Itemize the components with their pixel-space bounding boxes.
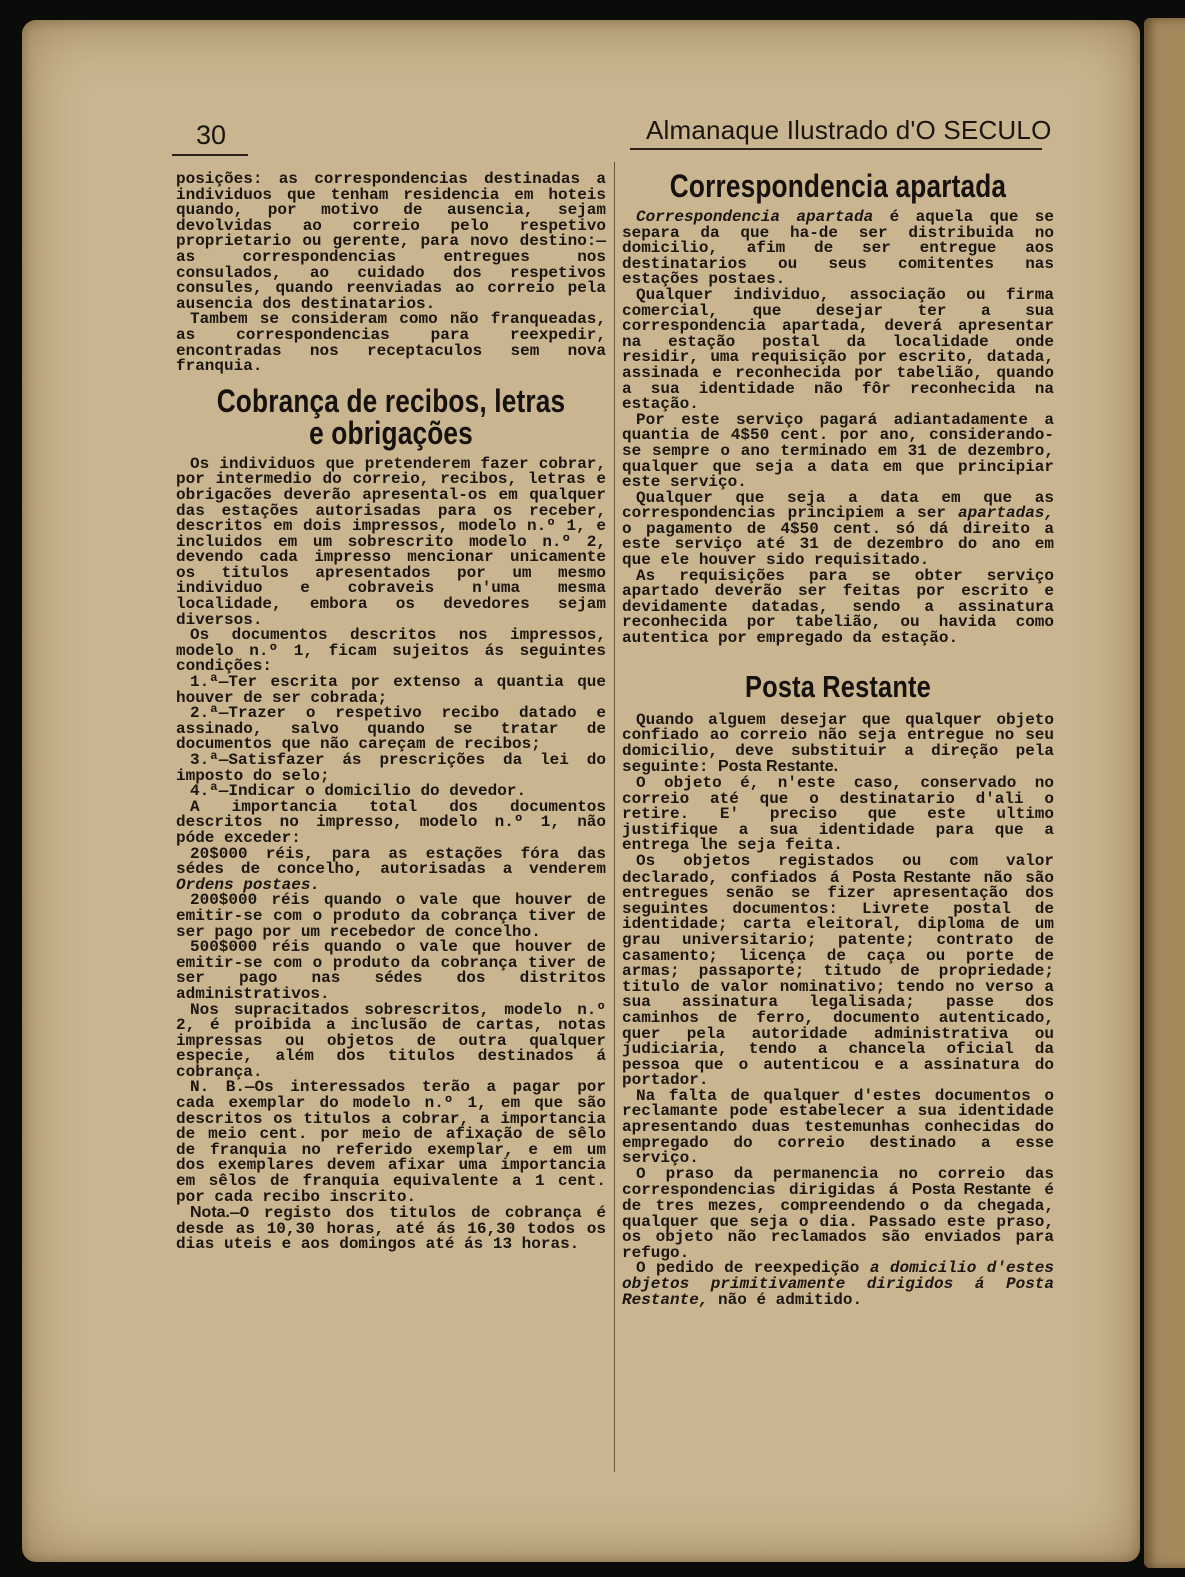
paragraph: Na falta de qualquer d'estes documentos o reclamante pode estabelecer a sua identidade apresentando duas testemunhas conhecidas do empregado do correio destinado a esse serviço. [622, 1086, 1054, 1168]
paragraph: Qualquer individuo, associação ou firma comercial, que desejar ter a sua correspondencia apartada, deverá apresentar na estação postal da localidade onde residir, uma requisição por escrito, datada, assinada e reconhecida por tabelião, quando a sua identidade não fôr reconhecida na estação. [622, 285, 1054, 414]
running-title: Almanaque Ilustrado d'O SECULO [646, 115, 1052, 145]
paragraph [622, 1164, 1055, 1262]
left-column [176, 172, 606, 1253]
condition-item: 2.ª—Trazer o respetivo recibo datado e assinado, salvo quando se tratar de documentos que não careçam de recibos; [176, 704, 606, 754]
paragraph [622, 210, 1054, 288]
paragraph-text: o pagamento de 4$50 cent. só dá direito a este serviço até 31 de dezembro do ano em que ele houver sido requisitado. [622, 519, 1054, 570]
paragraph: As requisições para se obter serviço apartado deverão ser feitas por escrito e devidamente datadas, sendo a assinatura reconhecida por tabelião, ou havida como autentica por empregado da estação. [622, 566, 1054, 648]
column-divider [614, 162, 615, 1472]
paragraph-text: Os objetos registados ou com valor declarado, confiados á [622, 851, 1054, 887]
italic-term: apartadas, [957, 504, 1054, 523]
running-title-rule [630, 148, 1042, 150]
paragraph: A importancia total dos documentos descritos no impresso, modelo n.º 1, não póde exceder: [176, 797, 606, 847]
note-text: —O registo dos titulos de cobrança é desde as 10,30 horas, até ás 16,30 todos os dias uteis e aos domingos até ás 13 horas. [176, 1204, 606, 1254]
paragraph: posições: as correspondencias destinadas a individuos que tenham residencia em hoteis quando, por motivo de ausencia, sejam devolvidas ao correio pelo respetivo proprietario ou gerente, para novo destino:—as correspondencias entregues nos consulados, ao cuidado dos respetivos consules, quando reenviadas ao correio pela ausencia dos destinatarios. [176, 170, 606, 313]
italic-term: Correspondencia apartada [636, 208, 874, 226]
paragraph-text: é aquela que se separa da que ha-de ser distribuida no domicilio, afim de ser entregue aos destinatarios ou seus comitentes nas estações postaes. [622, 208, 1055, 289]
section-heading-correspondencia: Correspondencia apartada [669, 168, 1007, 204]
paragraph [622, 1261, 1054, 1308]
paragraph [622, 710, 1054, 777]
paragraph-text: não é admitido. [718, 1290, 863, 1309]
right-column [622, 168, 1054, 1308]
paragraph: O objeto é, n'este caso, conservado no correio até que o destinatario d'ali o retire. E' preciso que este ultimo justifique a sua identidade para que a entrega lhe seja feita. [622, 774, 1054, 855]
section-heading-cobranca: Cobrança de recibos, letras e obrigações [216, 382, 566, 451]
paragraph-text: O praso da permanencia no correio das correspondencias dirigidas á [622, 1164, 1054, 1200]
paragraph: Por este serviço pagará adiantadamente a quantia de 4$50 cent. por ano, considerando-se sempre o ano terminado em 31 de dezembro, qualquer que seja a data em que principiar este serviço. [622, 410, 1054, 492]
paragraph: Nos supracitados sobrescritos, modelo n.º 2, é proibida a inclusão de cartas, notas impressas ou objetos de outra qualquer especie, além dos titulos destinados á cobrança. [176, 1000, 606, 1081]
section-heading-posta-restante: Posta Restante [745, 668, 931, 704]
paragraph: Tambem se consideram como não franqueadas, as correspondencias para reexpedir, encontradas nos receptaculos sem nova franquia. [176, 310, 606, 376]
paragraph [622, 488, 1054, 570]
paragraph: N. B.—Os interessados terão a pagar por cada exemplar do modelo n.º 1, em que são descritos os titulos a cobrar, a importancia de meio cent. por meio de afixação de sêlo de franquia no referido exemplar, e em um dos exemplares devem afixar uma importancia em sêlos de franquia equivalente a 1 cent. por cada recibo inscrito. [176, 1078, 606, 1206]
paragraph-text: não são entregues senão se fizer apresentação dos seguintes documentos: Livrete postal de identidade; carta eleitoral, diploma de um grau universitario; patente; contrato de casamento; licença de caça ou porte de armas; passaporte; titudo de propriedade; titulo de valor nominativo; tendo no verso a sua assinatura legalisada; passe dos caminhos de ferro, documento autenticado, quer pela autoridade administrativa ou judiciaria, tendo a chancela oficial da pessoa que o autenticou e a assinatura do portador. [622, 868, 1055, 1090]
paragraph: Os documentos descritos nos impressos, modelo n.º 1, ficam sujeitos ás seguintes condições: [176, 626, 606, 676]
amount-text: 20$000 réis, para as estações fóra das sédes de concelho, autorisadas a venderem [176, 844, 606, 879]
amount-item: 500$000 réis quando o vale que houver de emitir-se com o produto da cobrança tiver de ser pago nas sédes dos distritos administrativos. [176, 938, 606, 1003]
paragraph: Os individuos que pretenderem fazer cobrar, por intermedio do correio, recibos, letras e obrigacões deverão apresental-os em qualquer das estações autorisadas para os receber, descritos em dois impressos, modelo n.º 1, e incluidos em um sobrescrito modelo n.º 2, devendo cada impresso mencionar unicamente os titulos apresentados por um mesmo individuo e cobraveis n'uma mesma localidade, embora os devedores sejam diversos. [176, 454, 606, 629]
bold-term: Posta Restante [911, 1181, 1032, 1199]
condition-item: 4.ª—Indicar o domicilio do devedor. [190, 782, 527, 801]
condition-item: 3.ª—Satisfazer ás prescrições da lei do imposto do selo; [176, 751, 606, 785]
paragraph-text: é de tres mezes, compreendendo o da chegada, qualquer que seja o dia. Passado este praso, os objeto não reclamados são enviados para refugo. [622, 1181, 1055, 1262]
bold-term: Posta Restante. [718, 758, 839, 776]
paragraph-text: Qualquer que seja a data em que as correspondencias principiem a ser [622, 488, 1054, 523]
italic-term: Ordens postaes. [176, 875, 321, 894]
paragraph-text: O pedido de reexpedição [636, 1259, 860, 1278]
amount-item: 200$000 réis quando o vale que houver de emitir-se com o produto da cobrança tiver de ser pago por um recebedor de concelho. [176, 891, 606, 941]
italic-term: a domicilio d'estes objetos primitivamente dirigidos á Posta Restante, [622, 1259, 1054, 1309]
note-label: Nota. [190, 1204, 230, 1222]
condition-item: 1.ª—Ter escrita por extenso a quantia que houver de ser cobrada; [176, 673, 606, 707]
bold-term: Posta Restante [852, 868, 971, 886]
paragraph [622, 851, 1055, 1090]
page-number: 30 [196, 120, 227, 150]
paragraph-text: Quando alguem desejar que qualquer objeto confiado ao correio não seja entregue no seu domicilio, deve substituir a direção pela seguinte: [622, 710, 1054, 777]
note-paragraph [176, 1205, 606, 1253]
adjacent-page-edge [1144, 18, 1185, 1568]
page-number-rule [172, 154, 248, 156]
amount-item [176, 844, 606, 894]
